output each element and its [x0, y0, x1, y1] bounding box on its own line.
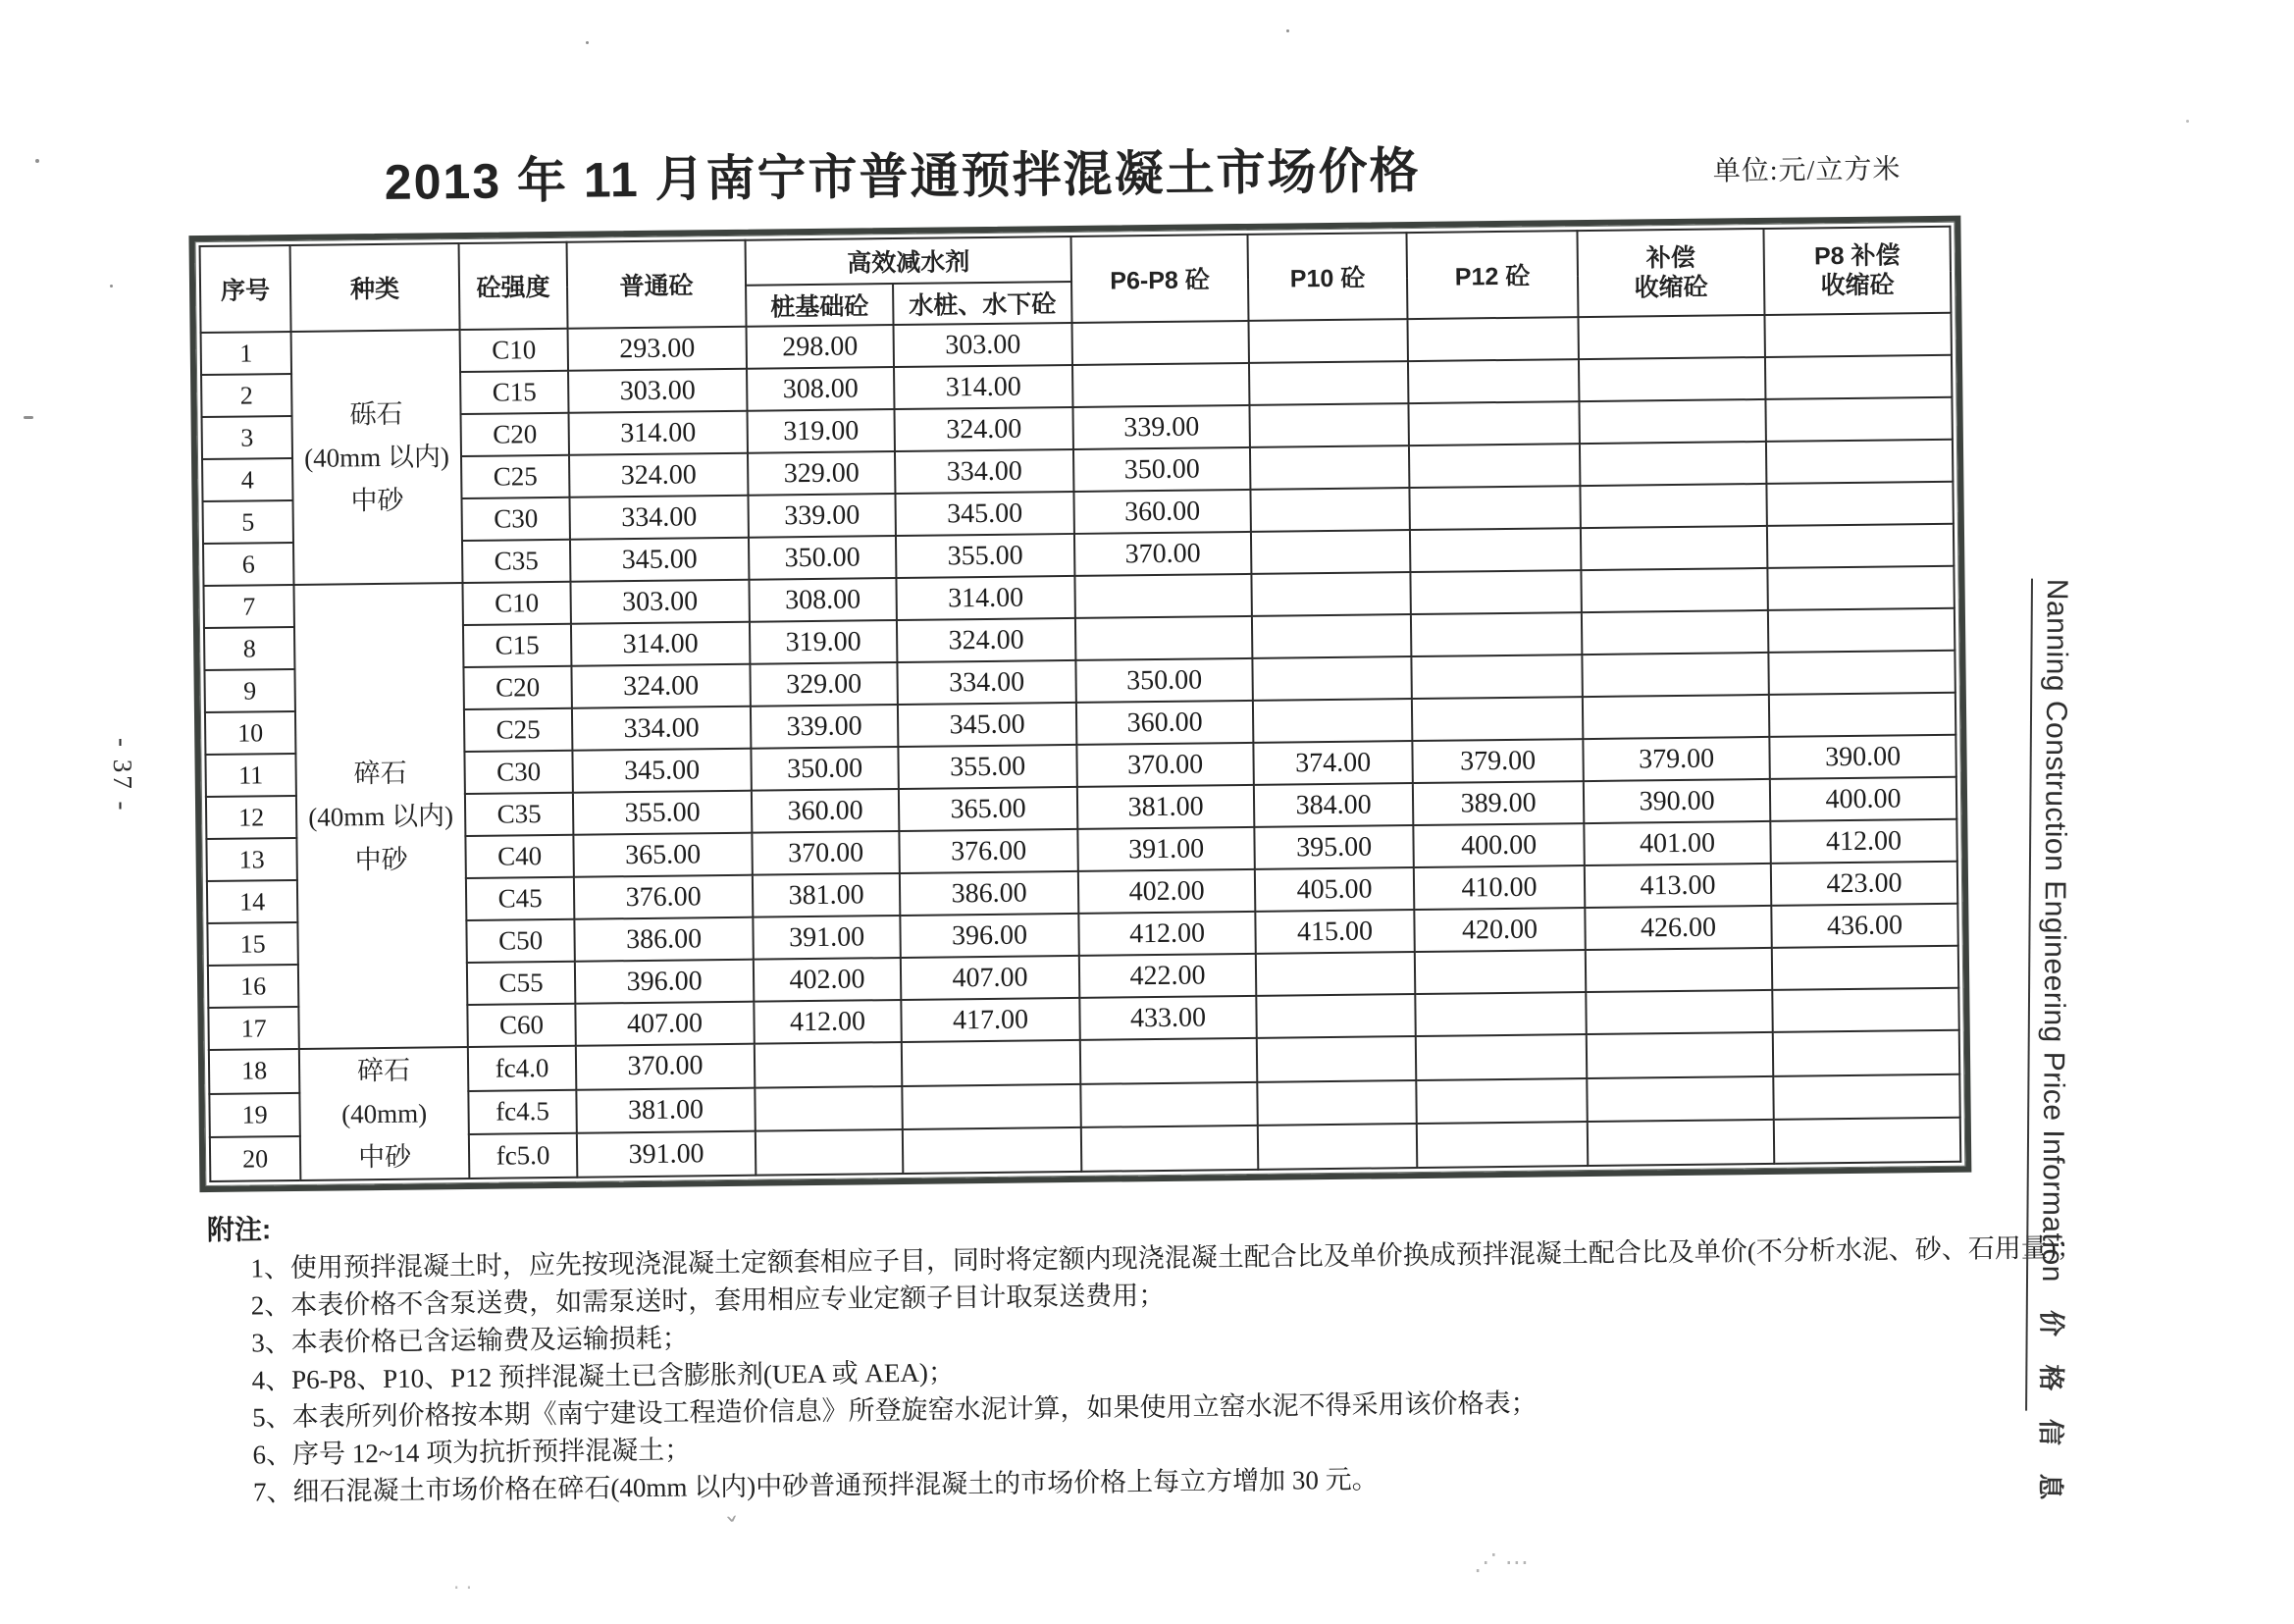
strength-cell: C30	[464, 751, 572, 794]
value-cell	[1074, 574, 1251, 618]
value-cell: 360.00	[752, 789, 899, 833]
scan-smudge: ˇ	[723, 1512, 744, 1548]
value-cell	[1773, 1030, 1959, 1076]
side-banner-cjk-char: 价	[2036, 1309, 2066, 1337]
value-cell	[1249, 403, 1408, 447]
side-banner-cjk-char: 息	[2035, 1473, 2065, 1500]
note-item: 5、本表所列价格按本期《南宁建设工程造价信息》所登旋窑水泥计算，如果使用立窑水泥不得采用该价格表；	[251, 1388, 1538, 1433]
value-cell: 386.00	[574, 917, 753, 962]
strength-cell: C50	[466, 919, 574, 963]
value-cell: 396.00	[575, 960, 754, 1004]
value-cell	[1774, 1118, 1960, 1164]
value-cell	[1249, 319, 1408, 363]
value-cell: 386.00	[900, 871, 1078, 916]
value-cell: 402.00	[1078, 869, 1255, 914]
strength-cell: C25	[461, 455, 569, 498]
strength-cell: C40	[465, 835, 573, 878]
value-cell: 390.00	[1584, 779, 1770, 823]
value-cell: 324.00	[569, 453, 748, 498]
value-cell: 423.00	[1771, 862, 1957, 906]
value-cell	[1586, 990, 1772, 1034]
value-cell	[1767, 566, 1954, 610]
type-label-line: (40mm 以内)	[308, 800, 454, 832]
value-cell: 298.00	[747, 325, 894, 369]
seq-cell: 2	[201, 374, 291, 417]
value-cell: 395.00	[1254, 825, 1413, 869]
value-cell: 350.00	[1075, 658, 1252, 703]
value-cell	[1081, 1126, 1258, 1172]
header-strength: 砼强度	[459, 242, 568, 330]
value-cell	[1768, 651, 1955, 695]
value-cell: 339.00	[1072, 405, 1249, 449]
seq-cell: 11	[205, 754, 295, 797]
value-cell: 350.00	[751, 747, 898, 791]
strength-cell: C35	[462, 540, 570, 583]
scan-speck	[35, 159, 39, 163]
header-compensating	[1577, 229, 1764, 317]
type-cell	[291, 330, 463, 585]
value-cell	[902, 1040, 1081, 1086]
value-cell: 334.00	[572, 707, 751, 751]
value-cell: 402.00	[754, 958, 901, 1002]
strength-cell: C30	[461, 498, 569, 541]
value-cell	[1773, 1074, 1959, 1120]
value-cell	[1765, 355, 1952, 399]
value-cell: 407.00	[901, 956, 1079, 1000]
strength-cell: C10	[460, 329, 568, 372]
value-cell	[1579, 399, 1765, 444]
seq-cell: 7	[203, 585, 293, 628]
strength-cell: C15	[460, 371, 568, 414]
value-cell: 308.00	[749, 578, 896, 622]
value-cell: 319.00	[748, 409, 895, 453]
value-cell: 370.00	[752, 831, 899, 875]
header-compensating-line1: 补偿	[1645, 243, 1695, 273]
value-cell: 303.00	[570, 580, 749, 624]
strength-cell: C55	[467, 962, 575, 1005]
value-cell	[755, 1086, 902, 1131]
value-cell	[1769, 693, 1955, 737]
scan-speck	[2186, 120, 2189, 123]
value-cell: 391.00	[1077, 827, 1254, 871]
value-cell	[1408, 359, 1579, 403]
header-p8-compensating-line1: P8 补偿	[1813, 241, 1901, 271]
value-cell	[1581, 526, 1767, 570]
value-cell	[1768, 608, 1955, 653]
type-label-line: 碎石	[356, 1055, 411, 1086]
value-cell	[1250, 488, 1409, 532]
strength-cell: fc5.0	[469, 1133, 577, 1179]
type-label-line: 中砂	[350, 485, 404, 516]
header-seq: 序号	[200, 245, 291, 333]
value-cell	[1581, 568, 1767, 612]
value-cell: 381.00	[753, 873, 900, 917]
unit-label: 单位:元/立方米	[1712, 154, 1902, 187]
value-cell: 381.00	[576, 1087, 755, 1133]
value-cell	[1416, 1078, 1587, 1125]
value-cell: 405.00	[1255, 867, 1414, 912]
value-cell: 355.00	[898, 745, 1076, 789]
strength-cell: C20	[461, 413, 569, 456]
header-p10: P10 砼	[1248, 233, 1408, 321]
strength-cell: fc4.5	[468, 1089, 576, 1134]
notes-section	[206, 1189, 2083, 1511]
value-cell	[1253, 699, 1412, 743]
seq-cell: 9	[204, 669, 294, 712]
value-cell	[1252, 656, 1411, 701]
value-cell: 370.00	[1074, 532, 1251, 576]
value-cell: 381.00	[1077, 785, 1254, 829]
value-cell: 355.00	[573, 791, 752, 835]
value-cell	[1587, 1076, 1773, 1123]
value-cell: 324.00	[894, 407, 1072, 451]
value-cell	[1579, 357, 1765, 401]
value-cell	[1408, 317, 1579, 361]
type-label-line: (40mm)	[340, 1098, 428, 1129]
side-banner-cjk-char: 格	[2036, 1364, 2066, 1391]
strength-cell: C45	[466, 877, 574, 920]
value-cell	[1256, 952, 1415, 996]
seq-cell: 18	[209, 1049, 300, 1094]
header-pile-foundation: 桩基础砼	[746, 284, 893, 327]
scan-speck	[1286, 29, 1289, 32]
value-cell: 413.00	[1585, 864, 1771, 908]
value-cell	[1583, 695, 1769, 739]
value-cell: 370.00	[1076, 743, 1253, 787]
value-cell: 376.00	[899, 829, 1077, 873]
type-label-line: 中砂	[357, 1141, 412, 1173]
value-cell: 329.00	[750, 662, 897, 707]
note-item: 4、P6-P8、P10、P12 预拌混凝土已含膨胀剂(UEA 或 AEA)；	[251, 1357, 956, 1395]
value-cell	[1252, 614, 1411, 658]
value-cell: 308.00	[747, 367, 894, 411]
value-cell	[1411, 612, 1582, 656]
value-cell: 360.00	[1076, 701, 1253, 745]
value-cell: 422.00	[1079, 954, 1256, 998]
strength-cell: C60	[467, 1004, 575, 1047]
strength-cell: C15	[463, 624, 571, 667]
seq-cell: 17	[208, 1007, 298, 1050]
seq-cell: 12	[206, 796, 296, 839]
value-cell: 407.00	[575, 1002, 754, 1046]
note-item: 3、本表价格已含运输费及运输损耗；	[251, 1323, 689, 1358]
value-cell	[1409, 486, 1580, 530]
header-ordinary: 普通砼	[567, 240, 747, 329]
value-cell: 376.00	[574, 875, 753, 919]
price-table	[188, 216, 1971, 1192]
value-cell: 350.00	[749, 536, 896, 580]
value-cell	[1408, 401, 1579, 445]
value-cell	[1257, 1036, 1416, 1081]
value-cell	[1766, 482, 1953, 526]
value-cell	[1250, 445, 1409, 490]
value-cell: 426.00	[1585, 906, 1771, 950]
seq-cell: 13	[206, 838, 296, 881]
value-cell	[1416, 1034, 1587, 1080]
value-cell	[1588, 1120, 1774, 1166]
value-cell: 365.00	[899, 787, 1077, 831]
value-cell: 345.00	[895, 492, 1073, 536]
value-cell	[1072, 363, 1249, 407]
value-cell: 412.00	[1078, 912, 1255, 956]
value-cell	[1410, 570, 1581, 614]
value-cell	[1251, 572, 1410, 616]
scan-smudge: · ·	[453, 1576, 473, 1599]
value-cell: 379.00	[1583, 737, 1769, 781]
value-cell: 319.00	[750, 620, 897, 664]
note-item: 1、使用预拌混凝土时，应先按现浇混凝土定额套相应子目，同时将定额内现浇混凝土配合比及单价换成预拌混凝土配合比及单价(不分析水泥、砂、石用量)；	[250, 1232, 2083, 1283]
value-cell: 345.00	[572, 749, 751, 793]
value-cell	[1072, 321, 1249, 365]
seq-cell: 8	[204, 627, 294, 670]
value-cell	[1417, 1122, 1588, 1168]
value-cell: 396.00	[900, 914, 1078, 958]
header-p6p8: P6-P8 砼	[1071, 235, 1249, 323]
value-cell: 412.00	[1770, 819, 1956, 864]
value-cell: 345.00	[570, 538, 749, 582]
value-cell	[1586, 948, 1772, 992]
value-cell: 415.00	[1255, 910, 1414, 954]
seq-cell: 1	[201, 332, 291, 375]
page-title: 2013 年 11 月南宁市普通预拌混凝土市场价格	[384, 142, 1421, 210]
scan-speck	[24, 416, 33, 419]
value-cell: 412.00	[754, 1000, 901, 1044]
value-cell: 379.00	[1412, 739, 1583, 783]
value-cell: 400.00	[1413, 823, 1584, 867]
seq-cell: 10	[205, 711, 295, 755]
value-cell: 334.00	[897, 660, 1075, 705]
value-cell	[1251, 530, 1410, 574]
value-cell	[1587, 1032, 1773, 1078]
value-cell: 400.00	[1770, 777, 1956, 821]
value-cell	[1578, 315, 1764, 359]
value-cell: 389.00	[1413, 781, 1584, 825]
value-cell: 314.00	[571, 622, 750, 666]
value-cell: 401.00	[1584, 821, 1770, 865]
value-cell: 390.00	[1769, 735, 1955, 779]
note-item: 7、细石混凝土市场价格在碎石(40mm 以内)中砂普通预拌混凝土的市场价格上每立方增加 30 元。	[252, 1464, 1379, 1507]
seq-cell: 4	[202, 458, 292, 501]
strength-cell: C10	[462, 582, 570, 625]
value-cell	[1765, 397, 1952, 442]
header-compensating-line2: 收缩砼	[1634, 273, 1708, 302]
value-cell	[1256, 994, 1415, 1038]
value-cell	[1409, 444, 1580, 488]
seq-cell: 5	[203, 500, 293, 544]
value-cell	[1258, 1124, 1417, 1170]
value-cell: 324.00	[571, 664, 750, 708]
seq-cell: 16	[208, 965, 298, 1008]
value-cell: 334.00	[569, 496, 748, 540]
value-cell	[1410, 528, 1581, 572]
scan-speck	[110, 285, 113, 288]
value-cell	[1080, 1082, 1257, 1128]
value-cell: 365.00	[573, 833, 752, 877]
value-cell	[1772, 946, 1958, 990]
scan-speck	[586, 41, 589, 44]
value-cell: 360.00	[1073, 490, 1250, 534]
value-cell: 417.00	[901, 998, 1079, 1042]
header-p8-compensating-line2: 收缩砼	[1820, 271, 1895, 300]
value-cell	[1257, 1080, 1416, 1126]
value-cell: 391.00	[753, 916, 900, 960]
notes-label: 附注:	[206, 1214, 272, 1246]
type-label-line: 中砂	[354, 844, 408, 874]
type-label-line: 碎石	[353, 758, 407, 788]
seq-cell: 20	[210, 1136, 301, 1181]
strength-cell: fc4.0	[468, 1046, 576, 1091]
seq-cell: 19	[209, 1093, 300, 1138]
header-p12: P12 砼	[1407, 231, 1579, 319]
type-cell	[293, 583, 467, 1049]
value-cell	[1412, 697, 1583, 741]
value-cell	[1582, 610, 1768, 655]
value-cell: 345.00	[898, 703, 1076, 747]
strength-cell: C25	[464, 708, 572, 752]
value-cell: 391.00	[577, 1131, 756, 1178]
value-cell: 433.00	[1079, 996, 1256, 1040]
value-cell: 370.00	[576, 1044, 755, 1090]
value-cell	[1075, 616, 1252, 660]
value-cell: 334.00	[895, 449, 1073, 494]
header-reducer-group: 高效减水剂	[746, 236, 1072, 286]
seq-cell: 3	[202, 416, 292, 459]
value-cell	[1764, 313, 1951, 357]
value-cell	[1772, 988, 1958, 1032]
value-cell: 436.00	[1771, 904, 1957, 948]
value-cell: 293.00	[568, 327, 747, 371]
value-cell: 329.00	[748, 451, 895, 496]
side-banner	[2025, 578, 2078, 1500]
strength-cell: C35	[465, 793, 573, 836]
value-cell	[903, 1127, 1082, 1174]
value-cell	[1582, 653, 1768, 697]
value-cell: 314.00	[569, 411, 748, 455]
value-cell	[1580, 484, 1766, 528]
value-cell: 355.00	[896, 534, 1074, 578]
value-cell: 324.00	[897, 618, 1075, 662]
side-banner-cjk-char: 信	[2035, 1418, 2066, 1446]
side-banner-cjk	[2034, 1283, 2068, 1500]
value-cell	[1415, 992, 1586, 1036]
value-cell: 420.00	[1414, 908, 1585, 952]
header-water-underwater: 水桩、水下砼	[893, 282, 1071, 325]
value-cell	[902, 1084, 1081, 1130]
value-cell: 350.00	[1073, 447, 1250, 492]
header-type: 种类	[290, 243, 460, 332]
value-cell	[1766, 440, 1953, 484]
value-cell	[1249, 361, 1408, 405]
type-cell	[299, 1047, 470, 1180]
value-cell	[755, 1042, 902, 1087]
value-cell	[1767, 524, 1954, 568]
type-label-line: 砾石	[349, 398, 403, 430]
seq-cell: 6	[203, 543, 293, 586]
scan-smudge: ⋰ ⋯	[1474, 1548, 1529, 1576]
side-banner-latin: Nanning Construction Engineering Price Information	[2035, 578, 2073, 1283]
value-cell: 410.00	[1414, 865, 1585, 910]
strength-cell: C20	[463, 666, 571, 709]
note-item: 2、本表价格不含泵送费，如需泵送时，套用相应专业定额子目计取泵送费用；	[250, 1280, 1166, 1321]
seq-cell: 15	[207, 922, 297, 966]
value-cell: 314.00	[896, 576, 1074, 620]
value-cell	[1415, 950, 1586, 994]
value-cell	[1080, 1038, 1257, 1084]
value-cell: 314.00	[894, 365, 1072, 409]
value-cell	[756, 1129, 903, 1175]
value-cell: 384.00	[1254, 783, 1413, 827]
value-cell: 374.00	[1253, 741, 1412, 785]
header-p8-compensating	[1763, 227, 1951, 315]
seq-cell: 14	[207, 880, 297, 923]
page-number: - 37 -	[108, 738, 137, 813]
value-cell: 339.00	[751, 705, 898, 749]
value-cell: 339.00	[748, 494, 895, 538]
value-cell	[1411, 655, 1582, 699]
value-cell: 303.00	[568, 369, 747, 413]
note-item: 6、序号 12~14 项为抗折预拌混凝土；	[252, 1435, 692, 1470]
type-label-line: (40mm 以内)	[303, 442, 450, 473]
value-cell: 303.00	[894, 323, 1072, 367]
value-cell	[1580, 442, 1766, 486]
